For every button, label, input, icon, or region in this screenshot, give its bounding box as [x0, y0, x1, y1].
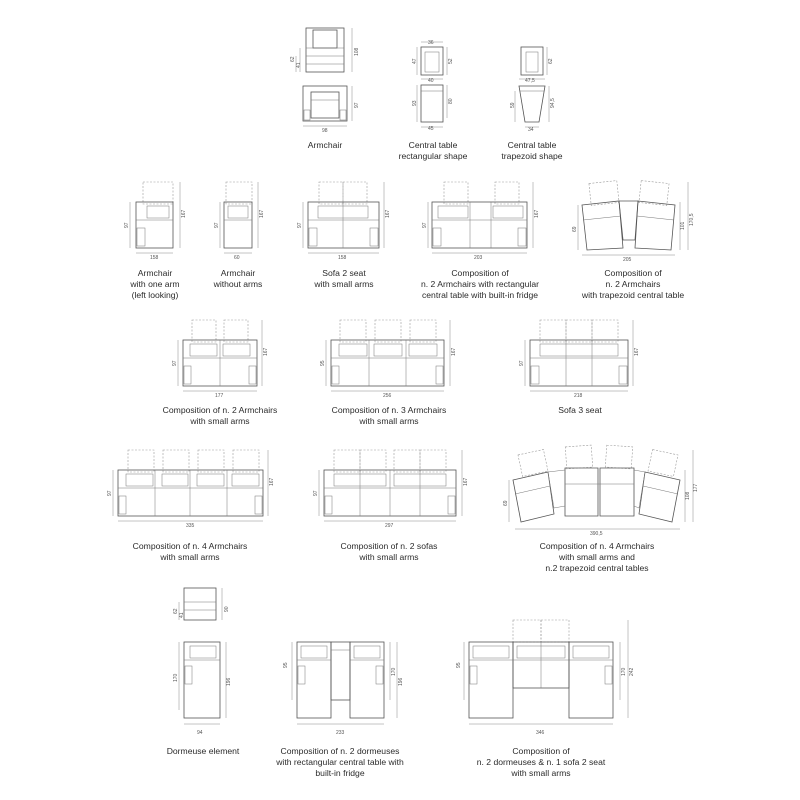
caption-line: Composition of — [512, 746, 570, 756]
caption-line: n. 2 dormeuses & n. 1 sofa 2 seat — [476, 757, 606, 767]
caption-line: with one arm — [130, 279, 180, 289]
caption-line: built-in fridge — [315, 768, 365, 778]
caption-sofa3 — [558, 405, 601, 416]
dim-cdr-width: 233 — [336, 730, 345, 736]
dim-c4t-depth: 69 — [503, 500, 509, 506]
caption-line: with rectangular central table with — [276, 757, 404, 767]
dim-crect-depth: 93 — [412, 100, 418, 106]
dim-crect-hside: 52 — [448, 58, 454, 64]
caption-line: Composition of — [451, 268, 509, 278]
dormeuse-drawing — [179, 588, 226, 724]
caption-line: with small arms — [359, 416, 419, 426]
dim-ctrap-bottom: 34 — [528, 127, 534, 133]
dim-crf-open: 167 — [534, 209, 540, 218]
dim-c3s-width: 256 — [383, 393, 392, 399]
caption-comp-dorm-sofa — [477, 746, 606, 779]
caption-comp-dorm-rect — [276, 746, 404, 779]
caption-line: central table with built-in fridge — [421, 290, 539, 300]
dim-armchair-depth: 97 — [354, 102, 360, 108]
caption-comp4-small — [133, 541, 248, 563]
dim-crect-mid: 40 — [428, 78, 434, 84]
dim-cdr-len2: 196 — [398, 677, 404, 686]
caption-line: rectangular shape — [398, 151, 468, 161]
caption-dormeuse — [167, 746, 240, 757]
caption-armchair-one-arm — [130, 268, 179, 301]
dim-c2sofas-width: 297 — [385, 523, 394, 529]
caption-line: Central table — [507, 140, 557, 150]
caption-line: Dormeuse element — [166, 746, 240, 756]
dim-dorm-len: 170 — [173, 673, 179, 682]
caption-sofa2 — [314, 268, 373, 290]
caption-line: n. 2 Armchairs — [605, 279, 661, 289]
caption-comp2-small — [163, 405, 278, 427]
dim-onearm-depth: 97 — [124, 222, 130, 228]
caption-line: Armchair — [137, 268, 173, 278]
dim-cds-width: 346 — [536, 730, 545, 736]
dim-sofa3-open: 167 — [634, 347, 640, 356]
dim-armchair-h-arm: 41 — [296, 62, 302, 68]
caption-armchair-no-arms — [214, 268, 263, 290]
dim-dorm-len2: 196 — [226, 677, 232, 686]
caption-line: Composition of n. 2 sofas — [340, 541, 438, 551]
caption-line: with trapezoid central table — [581, 290, 685, 300]
caption-line: without arms — [213, 279, 263, 289]
dim-c2sofas-depth: 97 — [313, 490, 319, 496]
caption-line: Composition of n. 4 Armchairs — [539, 541, 655, 551]
caption-line: Sofa 3 seat — [558, 405, 602, 415]
sofa-3-drawing — [525, 320, 633, 391]
armchair-no-arms-drawing — [220, 182, 258, 253]
dim-dorm-harm: 41 — [179, 612, 185, 618]
dim-crf-width: 203 — [474, 255, 483, 261]
dim-ctrap-h: 62 — [548, 58, 554, 64]
dim-cds-depth: 95 — [456, 662, 462, 668]
caption-comp4-trap — [540, 541, 655, 574]
dim-c2sofas-open: 167 — [463, 477, 469, 486]
caption-line: with small arms — [359, 552, 419, 562]
dim-sofa2-open: 167 — [385, 209, 391, 218]
dim-dorm-htotal: 90 — [224, 606, 230, 612]
caption-line: Composition of n. 4 Armchairs — [132, 541, 248, 551]
dim-c2s-open: 167 — [263, 347, 269, 356]
sofa-2-drawing — [303, 182, 384, 253]
dim-noarms-open: 167 — [259, 209, 265, 218]
dim-c3s-open: 167 — [451, 347, 457, 356]
dim-crf-depth: 97 — [422, 222, 428, 228]
dim-c4t-width: 390,5 — [590, 531, 603, 537]
dim-onearm-width: 158 — [150, 255, 159, 261]
dim-sofa3-depth: 97 — [519, 360, 525, 366]
comp4-trap-drawing — [509, 445, 693, 529]
dim-c4s-depth: 97 — [107, 490, 113, 496]
caption-comp3-small — [332, 405, 447, 427]
dim-ctrap-comp-open1: 101 — [680, 221, 686, 230]
caption-line: Composition of — [604, 268, 662, 278]
caption-line: (left looking) — [131, 290, 179, 300]
caption-line: Composition of n. 3 Armchairs — [331, 405, 447, 415]
dim-cds-len: 170 — [621, 667, 627, 676]
comp3-small-drawing — [326, 320, 450, 391]
caption-central-table-rect — [399, 140, 468, 162]
dim-ctrap-depth-r: 94,5 — [550, 98, 556, 108]
caption-comp-rect-fridge — [421, 268, 539, 301]
comp2-sofas-drawing — [319, 450, 462, 521]
caption-comp2-sofas — [341, 541, 438, 563]
dim-sofa2-depth: 97 — [297, 222, 303, 228]
dim-noarms-width: 60 — [234, 255, 240, 261]
comp-dorm-sofa-drawing — [464, 620, 628, 724]
caption-line: with small arms — [314, 279, 374, 289]
dim-crect-top: 36 — [428, 40, 434, 46]
dim-crect-depth2: 80 — [448, 98, 454, 104]
dim-noarms-depth: 97 — [214, 222, 220, 228]
comp-trap-drawing — [578, 181, 688, 255]
dim-ctrap-comp-width: 205 — [623, 257, 632, 263]
dim-cds-len2: 242 — [629, 667, 635, 676]
dim-armchair-h-total: 108 — [354, 47, 360, 56]
dim-ctrap-depth-l: 59 — [510, 102, 516, 108]
caption-line: n.2 trapezoid central tables — [545, 563, 649, 573]
dim-cdr-len: 170 — [391, 667, 397, 676]
caption-comp-trap — [582, 268, 684, 301]
dim-sofa3-width: 218 — [574, 393, 583, 399]
caption-line: Armchair — [220, 268, 256, 278]
dim-crect-bottom: 45 — [428, 126, 434, 132]
armchair-drawing — [296, 28, 352, 126]
comp4-small-drawing — [113, 450, 268, 521]
comp2-small-drawing — [178, 320, 262, 391]
caption-armchair — [308, 140, 342, 151]
dim-dorm-hfront: 62 — [173, 608, 179, 614]
comp-rect-fridge-drawing — [428, 182, 533, 253]
caption-line: Sofa 2 seat — [322, 268, 366, 278]
caption-line: Composition of n. 2 Armchairs — [162, 405, 278, 415]
dim-c4s-width: 335 — [186, 523, 195, 529]
dim-c2s-width: 177 — [215, 393, 224, 399]
caption-line: Armchair — [307, 140, 343, 150]
dim-ctrap-top: 47,5 — [525, 78, 535, 84]
comp-dorm-rect-drawing — [292, 642, 397, 724]
caption-line: with small arms — [160, 552, 220, 562]
dim-ctrap-comp-open2: 170,5 — [689, 213, 695, 226]
central-table-trap-drawing — [515, 47, 549, 127]
armchair-one-arm-drawing — [130, 182, 180, 253]
caption-line: trapezoid shape — [501, 151, 563, 161]
dim-c3s-depth: 95 — [320, 360, 326, 366]
caption-line: with small arms — [190, 416, 250, 426]
dim-armchair-width: 98 — [322, 128, 328, 134]
dim-c4t-open1: 108 — [685, 491, 691, 500]
caption-line: n. 2 Armchairs with rectangular — [421, 279, 539, 289]
dim-armchair-h-front: 62 — [290, 56, 296, 62]
caption-central-table-trap — [501, 140, 562, 162]
caption-line: with small arms — [511, 768, 571, 778]
dim-onearm-open: 167 — [181, 209, 187, 218]
caption-line: Composition of n. 2 dormeuses — [280, 746, 400, 756]
caption-line: Central table — [408, 140, 458, 150]
dim-crect-hfront: 47 — [412, 58, 418, 64]
caption-line: with small arms and — [559, 552, 635, 562]
dim-c4t-open2: 177 — [693, 483, 699, 492]
dim-cdr-depth: 95 — [283, 662, 289, 668]
dim-c4s-open: 167 — [269, 477, 275, 486]
dim-dorm-width: 94 — [197, 730, 203, 736]
central-table-rect-drawing — [417, 42, 447, 127]
dim-c2s-depth: 97 — [172, 360, 178, 366]
dim-ctrap-comp-depth: 69 — [572, 226, 578, 232]
dim-sofa2-width: 158 — [338, 255, 347, 261]
